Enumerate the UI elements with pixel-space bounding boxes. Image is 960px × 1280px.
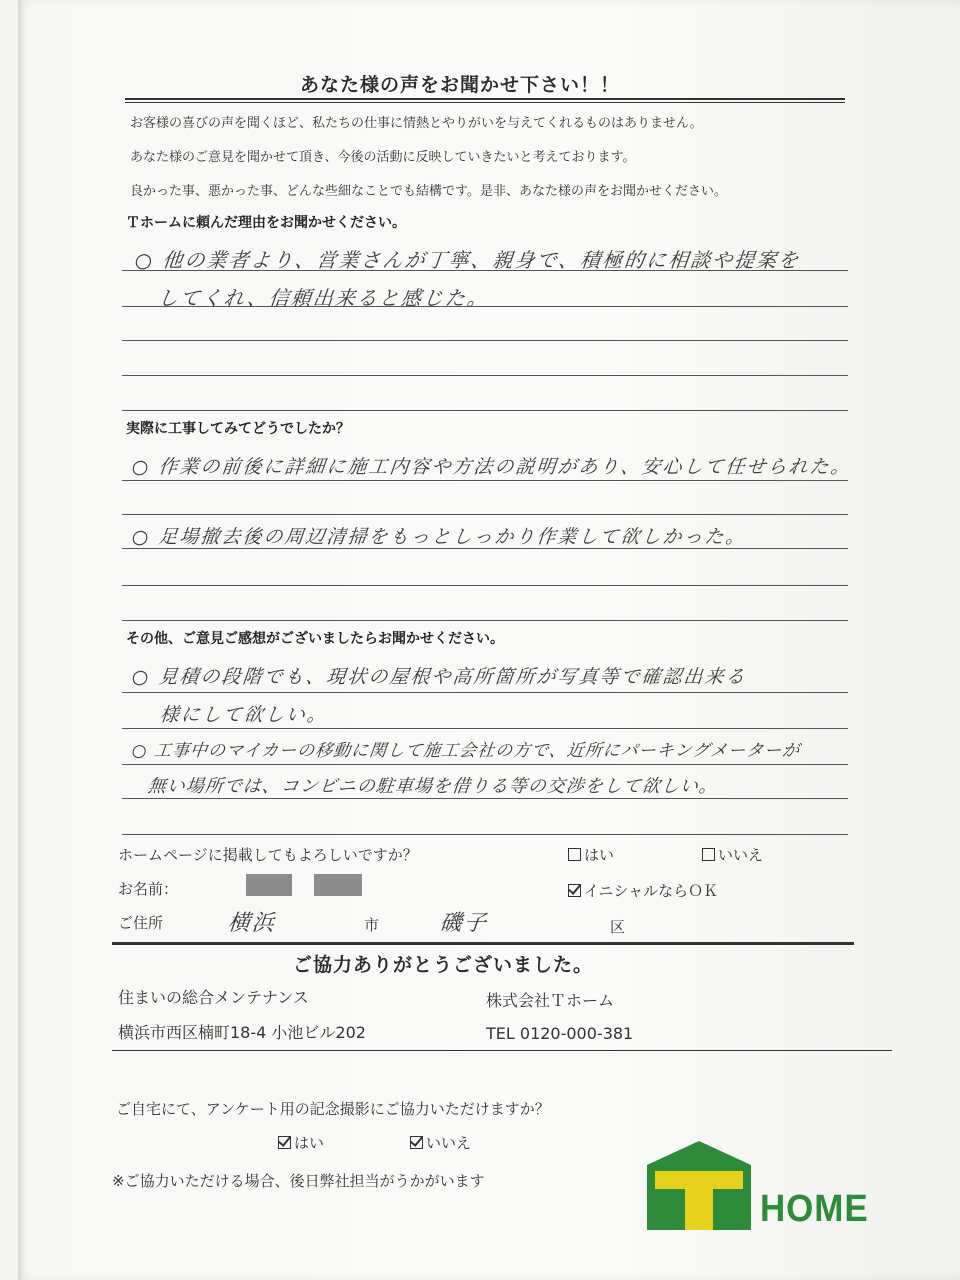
answer-line	[122, 798, 848, 799]
footer-divider	[112, 1050, 892, 1051]
section-divider	[112, 942, 854, 945]
hp-question: ホームページに掲載してもよろしいですか？	[118, 846, 418, 864]
answer-line	[122, 585, 848, 586]
logo-t-stem	[685, 1189, 713, 1230]
answer-line	[122, 692, 848, 693]
q3-answer-line-1: ○ 見積の段階でも、現状の屋根や高所箇所が写真等で確認出来る	[130, 666, 748, 688]
photo-question: ご自宅にて、アンケート用の記念撮影にご協力いただけますか？	[116, 1100, 550, 1118]
photo-no-checkbox[interactable]	[410, 1136, 423, 1149]
photo-no-option[interactable]	[410, 1132, 471, 1153]
photo-note: ※ご協力いただける場合、後日弊社担当がうかがいます	[112, 1172, 485, 1190]
name-redaction	[314, 874, 362, 896]
survey-title: あなた様の声をお聞かせ下さい！！	[300, 74, 621, 96]
intro-line-2: あなた様のご意見を聞かせて頂き、今後の活動に反映していきたいと考えております。	[130, 150, 636, 165]
initial-ok-checkbox[interactable]	[568, 884, 581, 897]
logo-t-bar	[655, 1171, 743, 1189]
q3-answer-line-2: 様にして欲しい。	[158, 704, 330, 726]
t-home-logo	[647, 1165, 751, 1230]
q1-answer-line-2: してくれ、信頼出来ると感じた。	[156, 286, 491, 310]
city-suffix: 市	[364, 916, 380, 934]
logo-home-text: HOME	[760, 1188, 869, 1230]
hp-no-label: いいえ	[718, 846, 764, 864]
company-tagline: 住まいの総合メンテナンス	[118, 988, 309, 1007]
intro-line-3: 良かった事、悪かった事、どんな些細なことでも結構です。是非、あなた様の声をお聞かせください。	[130, 184, 727, 199]
answer-line	[122, 620, 848, 621]
thanks-heading: ご協力ありがとうございました。	[293, 954, 594, 976]
photo-yes-option[interactable]	[278, 1132, 324, 1153]
ward-suffix: 区	[610, 918, 626, 936]
hp-yes-label: はい	[584, 846, 615, 864]
hp-yes-checkbox[interactable]	[568, 848, 581, 861]
answer-line	[122, 834, 848, 835]
photo-yes-checkbox[interactable]	[278, 1136, 291, 1149]
city-value: 横浜	[226, 911, 278, 936]
q2-label: 実際に工事してみてどうでしたか？	[126, 421, 350, 437]
hp-no-checkbox[interactable]	[702, 848, 715, 861]
initial-ok-option[interactable]	[568, 880, 718, 901]
ward-value: 磯子	[438, 911, 490, 936]
q1-answer-line-1: ○ 他の業者より、営業さんが丁寧、親身で、積極的に相談や提案を	[133, 248, 802, 272]
answer-line	[122, 480, 848, 481]
answer-line	[122, 728, 848, 729]
q2-answer-line-2: ○ 足場撤去後の周辺清掃をもっとしっかり作業して欲しかった。	[130, 526, 748, 548]
q2-answer-line-1: ○ 作業の前後に詳細に施工内容や方法の説明があり、安心して任せられた。	[130, 456, 853, 478]
q3-label: その他、ご意見ご感想がございましたらお聞かせください。	[126, 631, 504, 647]
hp-no-option[interactable]	[702, 844, 763, 865]
q3-answer-line-4: 無い場所では、コンビニの駐車場を借りる等の交渉をして欲しい。	[146, 776, 719, 797]
title-underline	[125, 98, 845, 103]
hp-yes-option[interactable]	[568, 844, 614, 865]
intro-line-1: お客様の喜びの声を聞くほど、私たちの仕事に情熱とやりがいを与えてくれるものはありません。	[130, 116, 703, 131]
initial-ok-label: イニシャルならＯＫ	[584, 882, 719, 900]
answer-line	[122, 514, 848, 515]
address-label: ご住所	[118, 914, 164, 932]
company-name: 株式会社Ｔホーム	[486, 991, 615, 1010]
answer-line	[122, 375, 848, 376]
answer-line	[122, 340, 848, 341]
answer-line	[122, 410, 848, 411]
photo-no-label: いいえ	[426, 1134, 472, 1152]
name-redaction	[246, 874, 292, 896]
answer-line	[122, 764, 848, 765]
q3-answer-line-3: ○ 工事中のマイカーの移動に関して施工会社の方で、近所にパーキングメーターが	[130, 741, 802, 761]
name-label: お名前：	[118, 880, 179, 898]
logo-roof	[647, 1141, 751, 1165]
company-address: 横浜市西区楠町18-4 小池ビル202	[118, 1023, 366, 1042]
company-tel: TEL 0120-000-381	[486, 1024, 634, 1043]
q1-label: Ｔホームに頼んだ理由をお聞かせください。	[126, 215, 406, 231]
photo-yes-label: はい	[294, 1134, 325, 1152]
